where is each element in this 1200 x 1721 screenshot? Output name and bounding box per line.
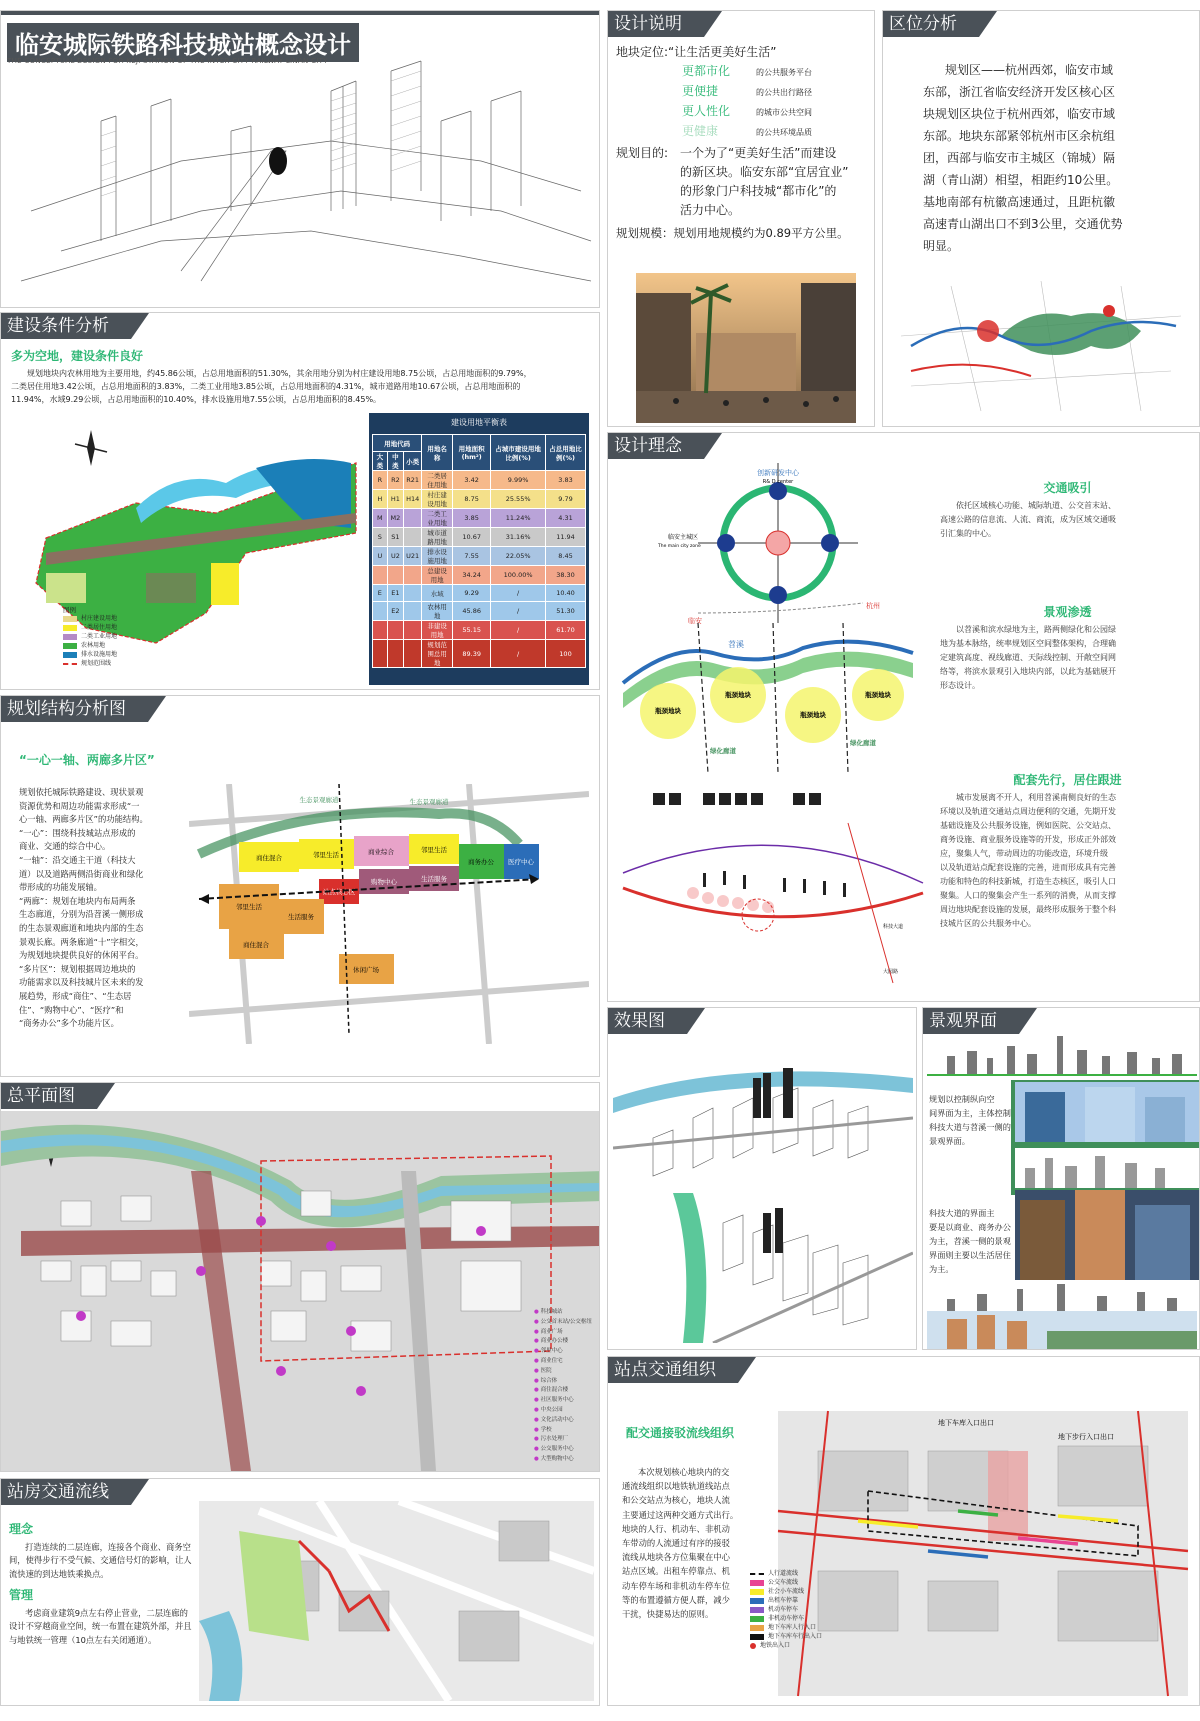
flow-line: 与地铁统一管理（10点左右关闭通道）。 [9, 1634, 157, 1645]
station-flow-title: 站房交通流线 [1, 1479, 131, 1505]
structure-line: 生态廊道，分别为沿苕溪一侧形成 [19, 909, 144, 920]
structure-line: 功能需求以及科技城片区未来的发 [19, 977, 144, 988]
masterplan-panel [0, 1082, 600, 1472]
table-cell: 34.24 [453, 566, 491, 585]
hero-sketch [1, 11, 600, 308]
table-cell: H14 [404, 490, 422, 509]
table-cell: 二类工业用地 [422, 509, 453, 528]
table-cell: 3.42 [453, 471, 491, 490]
table-cell [404, 621, 422, 640]
river-label: 苕溪 [728, 640, 744, 649]
page-title: 临安城际铁路科技城站概念设计 [7, 23, 359, 62]
flow-heading: 理念 [9, 1522, 34, 1536]
concept-line: 依托区域核心功能、城际轨道、公交首末站、 [956, 501, 1116, 510]
table-cell [387, 566, 403, 585]
table-cell: R2 [387, 471, 403, 490]
concept-item-title: 配套先行，居住跟进 [1013, 773, 1122, 787]
table-cell: 8.75 [453, 490, 491, 509]
location-line: 基地南部有杭徽高速通过，且距杭徽 [923, 195, 1116, 209]
zone-label: 商住混合 [256, 854, 282, 862]
point-key: 更便捷 [682, 84, 719, 98]
skyline-line: 为主，苕溪一侧的景观 [929, 1236, 1011, 1246]
table-cell: 村庄建设用地 [422, 490, 453, 509]
legend-item: 公交服务中心 [540, 1446, 574, 1453]
table-cell [404, 566, 422, 585]
location-line: 高速青山湖出口不到3公里，交通优势 [923, 217, 1123, 231]
structure-line: 为规划地块提供良好的休闲平台。 [19, 950, 144, 961]
traffic-line: 干扰，快捷易达的原则。 [622, 1609, 714, 1620]
table-head: 占城市建设用地比例(%) [491, 435, 546, 471]
road-label: 科技大道 [883, 924, 904, 930]
traffic-line: 本次规划核心地块内的交 [638, 1467, 730, 1477]
plan-scale: 规划规模：规划用地规模约为0.89平方公里。 [616, 226, 849, 240]
location-line: 块规划区块位于杭州西郊，临安市域 [923, 107, 1116, 121]
skyline-line: 界面则主要以生活居住 [929, 1250, 1011, 1260]
legend-item: 地下车库人行入口 [768, 1624, 817, 1631]
table-row [373, 640, 586, 668]
table-cell [387, 640, 403, 668]
design-notes-title: 设计说明 [608, 11, 704, 37]
table-cell: U2 [387, 547, 403, 566]
location-line: 湖（青山湖）相望，相距约10公里。 [923, 173, 1119, 187]
structure-title: 规划结构分析图 [1, 696, 148, 722]
structure-line: “一轴”：沿交通主干道（科技大 [19, 854, 136, 865]
point-key: 更人性化 [682, 104, 731, 118]
concept-line: 环境以及轨道交通站点周边便利的交通，先期开发 [940, 807, 1116, 816]
plot-label: 瓶颈地块 [800, 711, 826, 719]
concept-line: 城市发展离不开人，利用苕溪南侧良好的生态 [956, 793, 1116, 802]
design-notes-panel [607, 10, 875, 427]
skyline-line: 为主。 [929, 1264, 954, 1274]
structure-line: “多片区”：规划根据周边地块的 [19, 963, 136, 974]
table-row [373, 566, 586, 585]
concept-line: 络等，将滨水景观引入地块内部，以此为基础展开 [940, 667, 1116, 676]
concept-item-title: 交通吸引 [1043, 481, 1092, 495]
traffic-line: 主要通过这两种交通方式出行。 [622, 1509, 739, 1520]
hz-label: 杭州 [866, 602, 880, 610]
concept-line: 以苕溪和滨水绿地为主，路两侧绿化和公园绿 [956, 625, 1116, 634]
concept-title: 设计理念 [608, 433, 704, 459]
skyline-elevation-2 [1015, 1148, 1199, 1188]
skyline-line: 科技大道与苕溪一侧的 [929, 1122, 1011, 1132]
concept-line: 以及轨道站点配套设施的完善，进而形成具有完善 [940, 863, 1116, 872]
flow-line: 设计不穿越商业空间，统一布置在建筑外部，并且 [9, 1621, 192, 1631]
flow-line: 打造连续的二层连廊，连接各个商业、商务空 [25, 1541, 191, 1552]
table-cell [373, 602, 388, 621]
table-row [373, 509, 586, 528]
legend-item: 污水处理厂 [540, 1436, 569, 1443]
legend-item: 非机动车停车 [768, 1615, 805, 1622]
north-arrow [75, 430, 107, 466]
table-title: 建设用地平衡表 [451, 418, 507, 427]
concept-item-title: 景观渗透 [1043, 605, 1092, 619]
table-cell: 55.15 [453, 621, 491, 640]
table-cell [373, 640, 388, 668]
zone-label: 医疗中心 [508, 858, 534, 866]
structure-line: 展趋势，形成“商住”、“生态居 [19, 990, 132, 1001]
table-cell: 7.55 [453, 547, 491, 566]
point-key: 更都市化 [682, 64, 731, 78]
traffic-line: 和公交站点为核心，地块人流 [622, 1495, 730, 1506]
table-cell: H [373, 490, 388, 509]
legend-item: 规划范围线 [81, 660, 112, 667]
table-cell: 31.16% [491, 528, 546, 547]
table-cell: 排水设施用地 [422, 547, 453, 566]
plot-label: 瓶颈地块 [725, 691, 751, 699]
skyline-line: 景观界面。 [929, 1136, 970, 1146]
legend-item: 社会小车流线 [768, 1588, 805, 1595]
table-row [373, 490, 586, 509]
skyline-photo-3 [927, 1311, 1197, 1349]
purpose-line: 活力中心。 [680, 203, 741, 217]
skyline-line: 要是以商业、商务办公 [929, 1222, 1011, 1232]
legend-item: 商业广场 [540, 1328, 563, 1335]
zone-label: 商住混合 [243, 941, 269, 949]
concept-line: 功能和特色的科技新城，打造生态核区，吸引人口 [940, 877, 1116, 886]
plot-label: 瓶颈地块 [655, 707, 681, 715]
table-cell: 规划范围总用地 [422, 640, 453, 668]
table-cell: 9.79 [546, 490, 586, 509]
table-cell: 100.00% [491, 566, 546, 585]
table-subhead: 小类 [404, 452, 422, 471]
legend-item: 机动车停车 [768, 1606, 799, 1613]
table-row [373, 585, 586, 602]
legend-item: 农林用地 [81, 642, 106, 649]
rendering-title: 效果图 [608, 1008, 687, 1034]
structure-line: 心一轴、两廊多片区”的功能结构。 [19, 814, 148, 825]
legend-item: 人行道流线 [768, 1570, 799, 1577]
legend-item: 学校 [540, 1426, 552, 1433]
table-cell [404, 585, 422, 602]
structure-line: 规划依托城际铁路建设、现状景观 [19, 787, 144, 797]
skyline-line: 科技大道的界面主 [929, 1208, 995, 1218]
purpose-label: 规划目的: [616, 146, 669, 160]
master-plan [1, 1111, 600, 1471]
masterplan-legend: ● 科技城站 ● 公交首末站/公交枢纽 ● 商业广场 ● 商业办公楼 ● 邻里中心 ● 商业住宅 ● 医院 ● 综合体 ● 商住混合楼 ● 社区服务中心 ● 中央公园 ● 文化活动中心 ● 学校 ● 污水处理厂 ● 公交服务中心 ● 大型购物中心 [534, 1309, 592, 1462]
location-value: “让生活更美好生活” [668, 45, 777, 59]
zone-label: 休闲广场 [353, 966, 379, 974]
location-title: 区位分析 [883, 11, 979, 37]
zone-label: 生态景观廊道 [409, 798, 449, 806]
city-label: 临安主城区 [668, 534, 699, 541]
table-cell: 45.86 [453, 602, 491, 621]
purpose-line: 的形象门户科技城“都市化”的 [680, 184, 837, 198]
green-label: 绿化廊道 [710, 747, 736, 755]
location-line: 团，西部与临安市主城区（锦城）隔 [923, 151, 1116, 165]
location-line: 东部，浙江省临安经济开发区核心区 [923, 85, 1116, 99]
table-cell [404, 528, 422, 547]
legend-item: 综合体 [540, 1377, 558, 1384]
road2-label: 大园路 [883, 969, 899, 975]
zone-label: 邻里生活 [313, 851, 339, 859]
traffic-sub: 配交通接驳流线组织 [626, 1426, 735, 1440]
table-cell: 100 [546, 640, 586, 668]
zone-label: 邻里生活 [236, 903, 262, 911]
table-cell [404, 640, 422, 668]
purpose-line: 的新区块。临安东部“宜居宜业” [680, 165, 849, 179]
table-cell: / [491, 621, 546, 640]
zone-label: 生态景观廊道 [299, 796, 339, 804]
land-balance-table [369, 413, 589, 685]
center-sub: R& D center [762, 479, 794, 485]
concept-diagram-mid [613, 623, 923, 773]
table-cell: 51.30 [546, 602, 586, 621]
plot-label: 瓶颈地块 [865, 691, 891, 699]
table-cell: 10.67 [453, 528, 491, 547]
traffic-map [758, 1391, 1198, 1701]
table-cell: M2 [387, 509, 403, 528]
legend-item: 大型购物中心 [540, 1455, 574, 1462]
table-cell: E2 [387, 602, 403, 621]
conditions-title: 建设条件分析 [1, 313, 131, 339]
conditions-line: 二类居住用地3.42公顷，占总用地面积的3.83%，二类工业用地3.85公顷，占总用地面积的4.31%，城市道路用地10.67公顷，占总用地面积的 [11, 382, 521, 391]
conditions-sub: 多为空地，建设条件良好 [11, 349, 144, 363]
traffic-line: 地块的人行、机动车、非机动 [622, 1523, 730, 1534]
table-head: 用地代码 [373, 435, 422, 452]
concept-panel [607, 432, 1200, 1002]
legend-item: 商住混合楼 [540, 1387, 569, 1394]
structure-line: 景观长廊。两条廊道“十”字相交， [19, 936, 144, 947]
legend-item: 医院 [540, 1367, 552, 1374]
point-key: 更健康 [682, 124, 719, 138]
legend-item: 中央公园 [540, 1406, 563, 1413]
concept-line: 高速公路的信息流、人流、商流，成为区域交通吸 [940, 515, 1116, 524]
structure-panel [0, 695, 600, 1077]
table-cell: R [373, 471, 388, 490]
location-panel [882, 10, 1200, 427]
concept-line: 地为基本脉络，统率规划区空间整体架构，合理确 [940, 639, 1116, 648]
table-cell: S [373, 528, 388, 547]
table-cell: 61.70 [546, 621, 586, 640]
legend-item: 二类工业用地 [81, 633, 118, 640]
table-head: 用地名称 [422, 435, 453, 471]
table-cell [373, 566, 388, 585]
skyline-elevation-1 [927, 1036, 1197, 1076]
conditions-line: 11.94%，水域9.29公顷，占总用地面积的10.40%，排水设施用地7.55公顷，占总用地面积的8.45%。 [11, 395, 382, 404]
table-cell: R21 [404, 471, 422, 490]
skyline-elevation-3 [927, 1284, 1197, 1314]
table-cell: 11.24% [491, 509, 546, 528]
plaza-photo [636, 273, 856, 423]
legend-item: 公交车流线 [768, 1579, 799, 1586]
legend-item: 公交首末站/公交枢纽 [540, 1318, 592, 1325]
zone-label: 邻里生活 [421, 846, 447, 854]
green-label: 绿化廊道 [850, 739, 876, 747]
page-subtitle: THE CONCEPTUAL DESIGN FOR KEJI STATION OF THE INTER-CITY RAILWAY LINAN CITY [7, 57, 328, 65]
concept-line: 定建筑高度、视线廊道、天际线控制、开敞空间网 [940, 653, 1116, 662]
land-use-legend [63, 605, 117, 668]
point-desc: 的公共环境品质 [756, 128, 812, 137]
legend-title: 图例 [63, 606, 76, 614]
table-cell: 二类居住用地 [422, 471, 453, 490]
concept-diagram-bottom [613, 793, 933, 993]
flow-line: 考虑商业建筑9点左右停止营业，二层连廊的 [25, 1607, 188, 1618]
table-cell: 38.30 [546, 566, 586, 585]
structure-line: “两廊”：规划在地块内布局两条 [19, 895, 136, 906]
station-flow-panel [0, 1478, 600, 1706]
table-cell: 89.39 [453, 640, 491, 668]
table-cell: 11.94 [546, 528, 586, 547]
location-line: 规划区——杭州西郊，临安市域 [945, 63, 1114, 77]
legend-item: 地铁出入口 [760, 1642, 791, 1649]
traffic-line: 动车停车场和非机动车停车位 [622, 1580, 730, 1591]
table-cell: 农林用地 [422, 602, 453, 621]
traffic-legend [750, 1569, 822, 1650]
table-row [373, 547, 586, 566]
legend-item: 文化活动中心 [540, 1416, 574, 1423]
zone-label: 站点核心区 [322, 888, 356, 896]
point-desc: 的公共服务平台 [756, 68, 812, 77]
traffic-line: 流线从地块各方位集聚在中心 [622, 1552, 730, 1563]
table-cell [404, 509, 422, 528]
structure-sub: “一心一轴、两廊多片区” [19, 753, 155, 767]
table-head: 占总用地比例(%) [546, 435, 586, 471]
flow-line: 间，使得步行不受气候、交通信号灯的影响，让人 [9, 1555, 192, 1565]
table-row [373, 471, 586, 490]
zone-label: 商业综合 [368, 848, 394, 856]
table-cell: / [491, 602, 546, 621]
la-label: 临安 [688, 617, 702, 625]
legend-item: 邻里中心 [540, 1348, 563, 1355]
legend-item: 排水设施用地 [81, 651, 118, 658]
table-cell: U21 [404, 547, 422, 566]
table-head: 用地面积(hm²) [453, 435, 491, 471]
skyline-photo-2 [1015, 1190, 1199, 1280]
traffic-line: 等的布置遵循方便人群，减少 [622, 1594, 730, 1605]
legend-item: 二类居住用地 [81, 624, 118, 631]
concept-line: 形态设计。 [940, 681, 980, 690]
structure-line: 商业、交通的综合中心。 [19, 841, 111, 852]
zone-label: 购物中心 [371, 878, 397, 886]
structure-line: “一心”：围绕科技城站点形成的 [19, 827, 136, 838]
point-desc: 的城市公共空间 [756, 108, 812, 117]
table-cell: E [373, 585, 388, 602]
traffic-title: 站点交通组织 [608, 1357, 738, 1383]
land-use-map [6, 413, 366, 653]
location-label: 地块定位: [616, 45, 669, 59]
location-map [891, 276, 1191, 416]
traffic-map-label: 地下车库入口出口 [938, 1419, 994, 1427]
table-cell: S1 [387, 528, 403, 547]
concept-line: 技城片区的公共服务中心。 [940, 919, 1036, 928]
table-cell: 8.45 [546, 547, 586, 566]
table-cell: 总建设用地 [422, 566, 453, 585]
table-cell: 25.55% [491, 490, 546, 509]
structure-line: 道）以及道路两侧沿街商业和绿化 [19, 868, 144, 879]
skyline-line: 间界面为主，主体控制 [929, 1108, 1011, 1118]
legend-item: 出租车停靠 [768, 1597, 799, 1604]
purpose-line: 一个为了“更美好生活”而建设 [680, 146, 837, 160]
conditions-line: 规划地块内农林用地为主要用地，约45.86公顷，占总用地面积的51.30%，其余用地分别为村庄建设用地8.75公顷，占总用地面积的9.79%， [27, 369, 532, 378]
table-cell: 4.31 [546, 509, 586, 528]
zone-label: 生活服务 [421, 875, 447, 883]
table-row [373, 602, 586, 621]
legend-item: 地下车库车行出入口 [768, 1633, 823, 1640]
conditions-panel [0, 312, 600, 690]
traffic-line: 车带动的人流通过有序的接驳 [622, 1538, 730, 1549]
center-label: 创新研发中心 [757, 469, 799, 477]
city-sub: The main city zone [658, 544, 701, 549]
traffic-map-label: 地下步行入口出口 [1058, 1433, 1114, 1441]
flow-heading: 管理 [9, 1588, 34, 1602]
concept-line: 周边地块配套设施的发展，最终形成服务于整个科 [940, 905, 1116, 914]
table-cell: 10.40 [546, 585, 586, 602]
concept-line: 聚集。人口的聚集会产生一系列的消费，从而支撑 [940, 891, 1116, 900]
skyline-line: 规划以控制纵向空 [929, 1094, 995, 1104]
concept-diagram-top [638, 463, 918, 643]
table-cell [373, 621, 388, 640]
table-row [373, 528, 586, 547]
skyline-title: 景观界面 [923, 1008, 1019, 1034]
table-cell: 9.99% [491, 471, 546, 490]
point-desc: 的公共出行路径 [756, 88, 812, 97]
table-cell: H1 [387, 490, 403, 509]
hero-panel [0, 10, 600, 308]
legend-item: 科技城站 [540, 1309, 563, 1315]
skyline-panel [922, 1007, 1200, 1350]
location-line: 东部。地块东部紧邻杭州市区余杭组 [923, 129, 1116, 143]
table-cell: U [373, 547, 388, 566]
location-line: 明显。 [923, 239, 960, 253]
rendering-aerial-1 [613, 1038, 913, 1188]
table-cell: 城市道路用地 [422, 528, 453, 547]
concept-line: 商务设施、商业服务设施等的开发，形成正外部效 [940, 835, 1116, 844]
table-subhead: 中类 [387, 452, 403, 471]
zone-label: 生活服务 [288, 913, 314, 921]
structure-line: 带形成的功能发展轴。 [19, 882, 102, 893]
masterplan-title: 总平面图 [1, 1083, 97, 1109]
station-flow-map [199, 1501, 594, 1701]
concept-line: 基础设施及公共服务设施，例如医院、公交站点、 [940, 821, 1116, 830]
table-cell: 3.83 [546, 471, 586, 490]
legend-item: 商业办公楼 [540, 1338, 569, 1345]
table-cell: M [373, 509, 388, 528]
table-cell: 22.05% [491, 547, 546, 566]
rendering-aerial-2 [613, 1193, 913, 1343]
structure-line: 资源优势和周边功能需求形成“一 [19, 800, 140, 811]
table-cell: 水域 [422, 585, 453, 602]
table-cell [387, 621, 403, 640]
structure-line: “商务办公”多个功能片区。 [19, 1018, 119, 1029]
flow-line: 流快速的到达地铁乘换点。 [9, 1568, 109, 1579]
table-cell: 9.29 [453, 585, 491, 602]
table-cell: E1 [387, 585, 403, 602]
table-cell: 非建设用地 [422, 621, 453, 640]
table-cell [404, 602, 422, 621]
zone-label: 商务办公 [468, 858, 494, 866]
structure-line: 住”、“购物中心”、“医疗”和 [19, 1004, 124, 1015]
concept-line: 引汇集的中心。 [940, 529, 996, 538]
traffic-line: 通流线组织以地铁轨道线站点 [622, 1481, 730, 1492]
legend-item: 商业住宅 [540, 1357, 563, 1364]
traffic-line: 站点区域。出租车停靠点、机 [622, 1566, 730, 1577]
structure-line: 的生态景观廊道和地块内部的生态 [19, 922, 144, 933]
table-cell: 3.85 [453, 509, 491, 528]
legend-item: 社区服务中心 [540, 1397, 574, 1404]
skyline-photo-1 [1015, 1082, 1199, 1142]
concept-line: 应，聚集人气，带动周边的功能改造，环境升级 [940, 849, 1108, 858]
table-cell: / [491, 640, 546, 668]
legend-item: 村庄建设用地 [81, 615, 118, 622]
traffic-panel [607, 1356, 1200, 1706]
table-cell: / [491, 585, 546, 602]
rendering-panel [607, 1007, 917, 1350]
table-subhead: 大类 [373, 452, 388, 471]
table-row [373, 621, 586, 640]
structure-diagram [189, 784, 589, 1044]
